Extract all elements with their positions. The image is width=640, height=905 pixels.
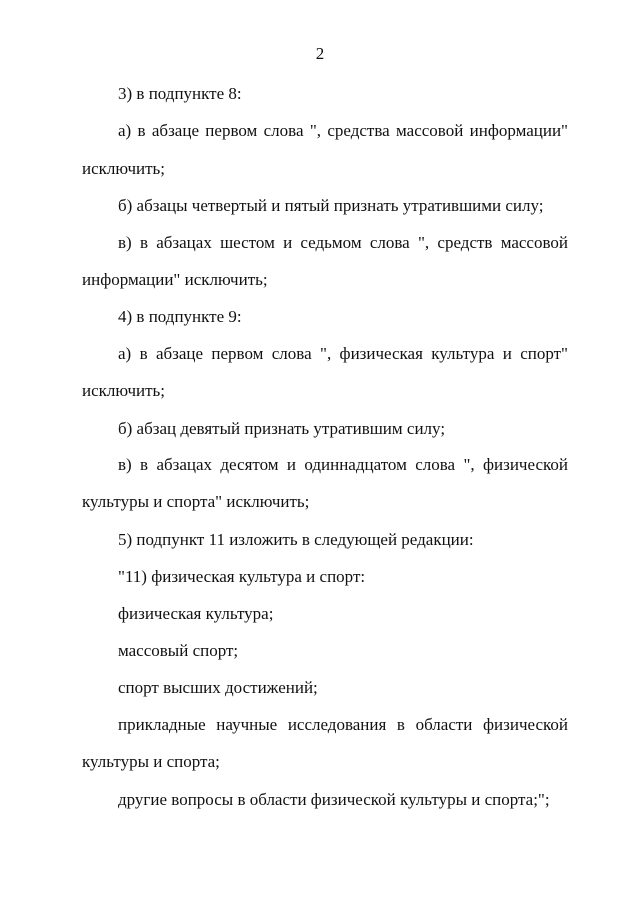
text-line: культуры и спорта" исключить; <box>82 492 310 511</box>
text-line: другие вопросы в области физической культуры и спорта;"; <box>118 790 550 809</box>
text-line: 5) подпункт 11 изложить в следующей редакции: <box>118 530 474 549</box>
text-line: прикладные научные исследования в области физической <box>118 715 568 734</box>
text-line: спорт высших достижений; <box>118 678 318 697</box>
text-line: информации" исключить; <box>82 270 268 289</box>
text-line: "11) физическая культура и спорт: <box>118 567 366 586</box>
text-line: 3) в подпункте 8: <box>118 84 242 103</box>
text-line: 4) в подпункте 9: <box>118 307 242 326</box>
text-line: исключить; <box>82 159 165 178</box>
text-line: б) абзац девятый признать утратившим силу; <box>118 419 446 438</box>
text-line: исключить; <box>82 381 165 400</box>
text-line: культуры и спорта; <box>82 752 220 771</box>
text-line: а) в абзаце первом слова ", средства массовой информации" <box>118 121 568 140</box>
text-line: б) абзацы четвертый и пятый признать утратившими силу; <box>118 196 544 215</box>
text-line: в) в абзацах десятом и одиннадцатом слова ", физической <box>118 455 568 474</box>
text-line: в) в абзацах шестом и седьмом слова ", средств массовой <box>118 233 568 252</box>
text-line: а) в абзаце первом слова ", физическая культура и спорт" <box>118 344 568 363</box>
page-number: 2 <box>315 44 325 63</box>
text-line: массовый спорт; <box>118 641 239 660</box>
text-line: физическая культура; <box>118 604 274 623</box>
